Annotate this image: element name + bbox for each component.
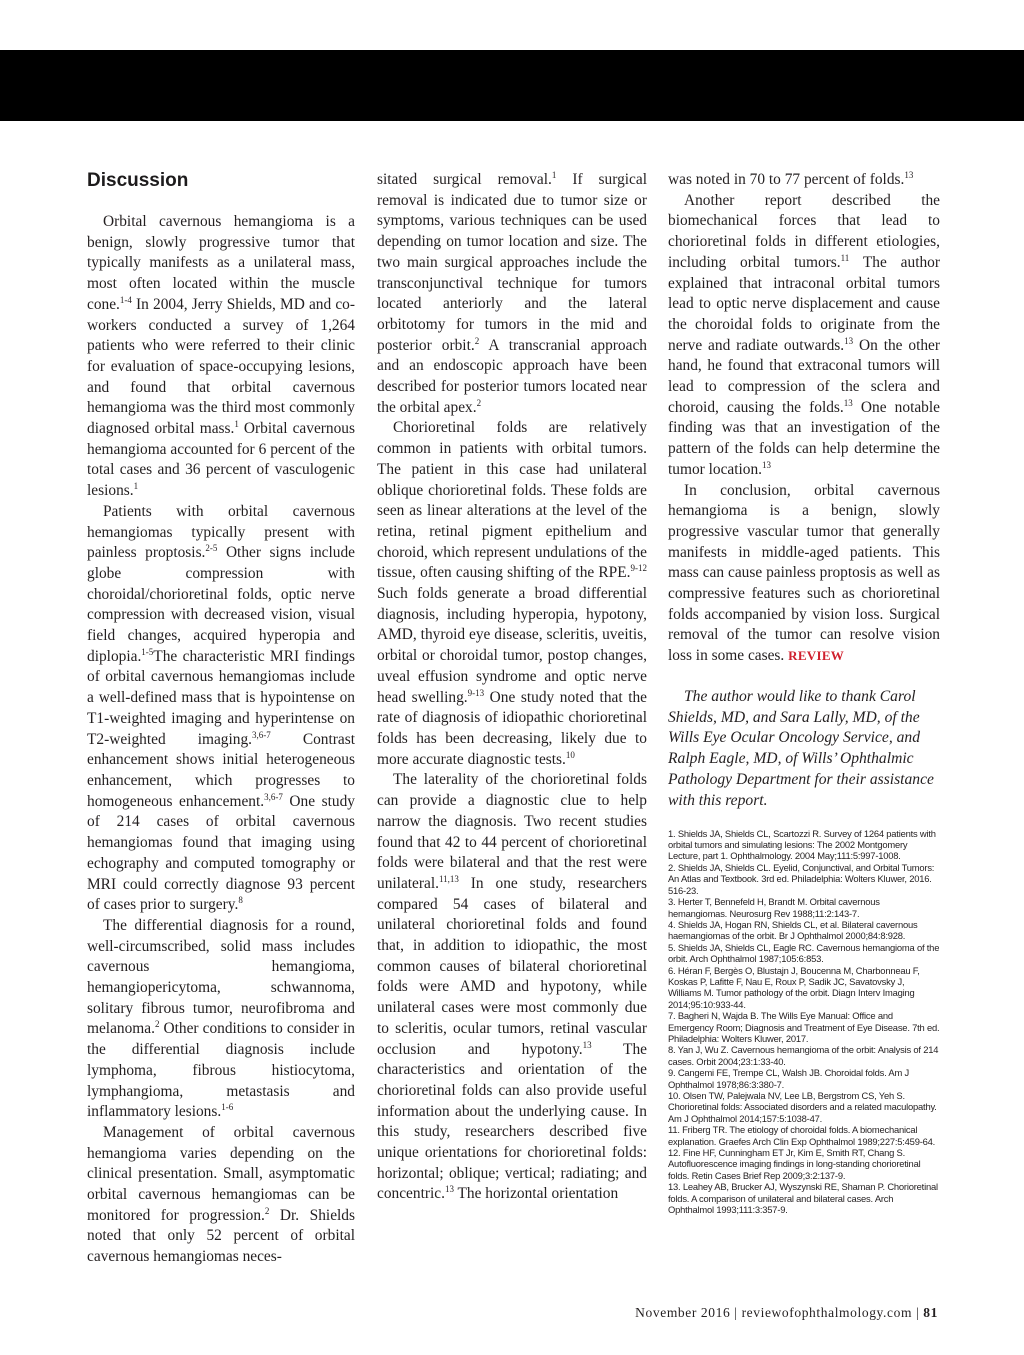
- reference-item: 6. Héran F, Bergès O, Blustajn J, Boucenna M, Charbonneau F, Koskas P, Lafitte F, Nau E, Roux P, Sadik JC, Savatovsky J, Williams M. Tumor pathology of the orbit. Diagn Interv Imaging 2014;95:10:933-44.: [668, 964, 920, 1010]
- reference-list: [668, 828, 940, 1216]
- column-2: [377, 170, 647, 1205]
- reference-item: 10. Olsen TW, Palejwala NV, Lee LB, Bergstrom CS, Yeh S. Chorioretinal folds: Associated disorders and a related maculopathy. Am J Ophthalmol 2014;157:5:1038-47.: [668, 1090, 937, 1124]
- reference-item: 7. Bagheri N, Wajda B. The Wills Eye Manual: Office and Emergency Room; Diagnosis and Treatment of Eye Disease. 7th ed. Philadelphia: Wolters Kluwer, 2017.: [668, 1010, 940, 1044]
- reference-item: 5. Shields JA, Shields CL, Eagle RC. Cavernous hemangioma of the orbit. Arch Ophthalmol 1987;105:6:853.: [668, 941, 940, 965]
- header-bar: [0, 50, 1024, 121]
- acknowledgment: The author would like to thank Carol Shields, MD, and Sara Lally, MD, of the Wills Eye Ocular Oncology Service, and Ralph Eagle, MD, of Wills’ Ophthalmic Pathology Department for their assistance with this report.: [668, 687, 934, 809]
- paragraph: sitated surgical removal.$^1$ If surgical removal is indicated due to tumor size or symptoms, various techniques can be used depending on tumor location and size. The two main surgical approaches include the transconjunctival technique for tumors located anteriorly and the lateral orbitotomy for tumors in the mid and posterior orbit.$^2$ A transcranial approach and an endoscopic approach have been described for posterior tumors located near the orbital apex.$^2$: [377, 169, 647, 416]
- reference-item: 1. Shields JA, Shields CL, Scartozzi R. Survey of 1264 patients with orbital tumors and simulating lesions: The 2002 Montgomery Lecture, part 1. Ophthalmology. 2004 May;111:5:997-1008.: [668, 827, 936, 862]
- paragraph: The laterality of the chorioretinal folds can provide a diagnostic clue to help narrow the diagnosis. Two recent studies found that 42 to 44 percent of chorioretinal folds were bilateral and that the rest were unilateral.$^{11,13}$ In one study, researchers compared 54 cases of bilateral and unilateral chorioretinal folds and found that, in addition to idiopathic, the most common causes of bilateral chorioretinal folds were AMD and hypotony, while unilateral cases were most commonly due to scleritis, ocular tumors, retinal vascular occlusion and hypotony.$^{13}$ The characteristics and orientation of the chorioretinal folds can also provide useful information about the underlying cause. In this study, researchers described five unique orientations for chorioretinal folds: horizontal; oblique; vertical; radiating; and concentric.$^{13}$ The horizontal orientation: [377, 771, 647, 1203]
- paragraph: Orbital cavernous hemangioma is a benign, slowly progressive tumor that typically manifests as a unilateral mass, most often located within the muscle cone.$^{1-4}$ In 2004, Jerry Shields, MD and co-workers conducted a survey of 1,264 patients who were referred to their clinic for evaluation of space-occupying lesions, and found that orbital cavernous hemangioma was the third most commonly diagnosed orbital mass.$^1$ Orbital cavernous hemangioma accounted for 6 percent of the total cases and 36 percent of vasculogenic lesions.$^1$: [87, 213, 355, 500]
- reference-item: 11. Friberg TR. The etiology of choroidal folds. A biomechanical explanation. Graefes Arch Clin Exp Ophthalmol 1989;227:5:459-64.: [668, 1124, 936, 1147]
- reference-item: 9. Cangemi FE, Trempe CL, Walsh JB. Choroidal folds. Am J Ophthalmol 1978;86:3:380-7.: [668, 1067, 909, 1090]
- paragraph: Management of orbital cavernous hemangioma varies depending on the clinical presentation. Small, asymptomatic orbital cavernous hemangiomas can be monitored for progression.$^2$ Dr. Shields noted that only 52 percent of orbital cavernous hemangiomas neces-: [87, 1123, 355, 1266]
- paragraph: The differential diagnosis for a round, well-circumscribed, solid mass includes cavernous hemangioma, hemangiopericytoma, schwannoma, solitary fibrous tumor, neurofibroma and melanoma.$^2$ Other conditions to consider in the differential diagnosis include lymphoma, fibrous histiocytoma, lymphangioma, metastasis and inflammatory lesions.$^{1-6}$: [87, 916, 355, 1121]
- column-3: [668, 170, 940, 1215]
- page-number: 81: [923, 1305, 938, 1320]
- reference-item: 13. Leahey AB, Brucker AJ, Wyszynski RE, Shaman P. Chorioretinal folds. A comparison of unilateral and bilateral cases. Arch Ophthalmol 1993;111:3:357-9.: [668, 1181, 938, 1216]
- reference-item: 3. Herter T, Bennefeld H, Brandt M. Orbital cavernous hemangiomas. Neurosurg Rev 1988;11:2:143-7.: [668, 896, 880, 919]
- footer-text: November 2016 | reviewofophthalmology.com |: [635, 1305, 924, 1320]
- reference-item: 8. Yan J, Wu Z. Cavernous hemangioma of the orbit: Analysis of 214 cases. Orbit 2004;23:1:33-40.: [668, 1044, 939, 1067]
- reference-item: 2. Shields JA, Shields CL. Eyelid, Conjunctival, and Orbital Tumors: An Atlas and Textbook. 3rd ed. Philadelphia: Wolters Kluwer, 2016. 516-23.: [668, 861, 935, 896]
- column-1: [87, 170, 355, 1268]
- reference-item: 12. Fine HF, Cunningham ET Jr, Kim E, Smith RT, Chang S. Autofluorescence imaging findings in long-standing chorioretinal folds. Retin Cases Brief Rep 2009;3:2:137-9.: [668, 1147, 921, 1181]
- paragraph: In conclusion, orbital cavernous hemangioma is a benign, slowly progressive vascular tumor that generally manifests in middle-aged patients. This mass can cause painless proptosis as well as compressive features such as chorioretinal folds accompanied by vision loss. Surgical removal of the tumor can resolve vision loss in some cases. REVIEW: [668, 481, 940, 665]
- page-footer: [635, 1305, 938, 1321]
- review-end-mark: REVIEW: [788, 648, 845, 664]
- reference-item: 4. Shields JA, Hogan RN, Shields CL, et al. Bilateral cavernous haemangiomas of the orbit. Br J Ophthalmol 2000;84:8:928.: [668, 918, 918, 942]
- section-heading: Discussion: [87, 170, 189, 191]
- paragraph: was noted in 70 to 77 percent of folds.$^{13}$: [668, 169, 914, 188]
- paragraph: Chorioretinal folds are relatively common in patients with orbital tumors. The patient in this case had unilateral oblique chorioretinal folds. These folds are seen as linear alterations at the level of the retina, retinal pigment epithelium and choroid, which represent undulations of the tissue, often causing shifting of the RPE.$^{9-12}$ Such folds generate a broad differential diagnosis, including hyperopia, hypotony, AMD, thyroid eye disease, scleritis, uveitis, orbital or choroidal tumor, postop changes, uveal effusion syndrome and optic nerve head swelling.$^{9-13}$ One study noted that the rate of diagnosis of idiopathic chorioretinal folds has been decreasing, likely due to more accurate diagnostic tests.$^{10}$: [377, 419, 647, 768]
- paragraph: Another report described the biomechanical forces that lead to chorioretinal folds in different etiologies, including orbital tumors.$^{11}$ The author explained that intraconal orbital tumors lead to optic nerve displacement and cause the choroidal folds to originate from the nerve and radiate outwards.$^{13}$ On the other hand, he found that extraconal tumors will lead to compression of the sclera and choroid, causing the folds.$^{13}$ One notable finding was that an investigation of the pattern of the folds can help determine the tumor location.$^{13}$: [668, 191, 940, 478]
- paragraph: Patients with orbital cavernous hemangiomas typically present with painless proptosis.$^{2-5}$ Other signs include globe compression with choroidal/chorioretinal folds, optic nerve compression with decreased vision, visual field changes, acquired hyperopia and diplopia.$^{1-5}$The characteristic MRI findings of orbital cavernous hemangiomas include a well-defined mass that is hypointense on T1-weighted imaging and hyperintense on T2-weighted imaging.$^{3,6-7}$ Contrast enhancement shows initial heterogeneous enhancement, which progresses to homogeneous enhancement.$^{3,6-7}$ One study of 214 cases of orbital cavernous hemangiomas found that imaging using echography and computed tomography or MRI could correctly diagnose 93 percent of cases prior to surgery.$^8$: [87, 502, 355, 914]
